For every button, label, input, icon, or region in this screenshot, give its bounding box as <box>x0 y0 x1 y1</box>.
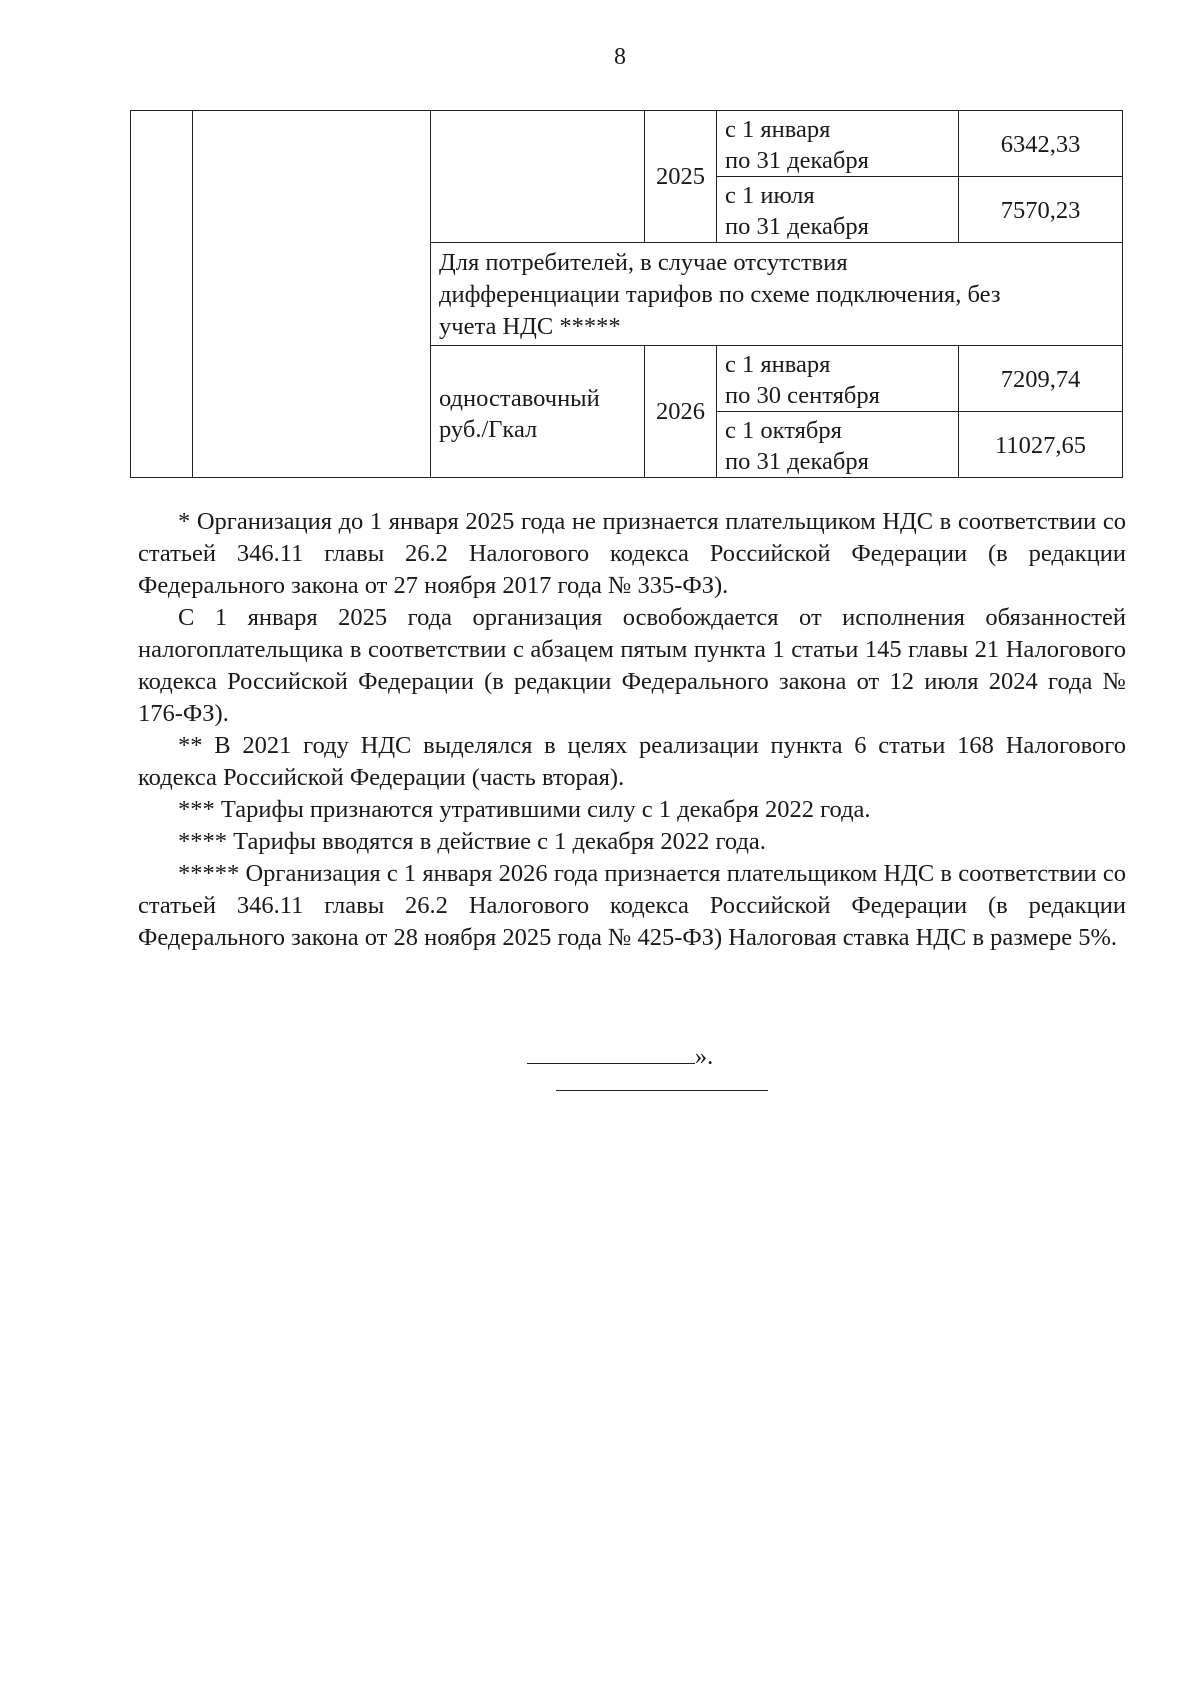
period-cell <box>717 111 959 177</box>
table-row <box>131 111 1123 177</box>
period-end: по 31 декабря <box>725 146 869 174</box>
tariff-value: 11027,65 <box>959 412 1123 478</box>
rate-type-cell <box>431 346 645 478</box>
period-start: с 1 января <box>725 115 831 143</box>
blank-line <box>527 1043 695 1064</box>
tariff-value: 7209,74 <box>959 346 1123 412</box>
organization-cell <box>193 111 431 478</box>
page-number: 8 <box>614 44 626 70</box>
consumer-note-line: Для потребителей, в случае отсутствия <box>439 249 848 276</box>
footnote: *** Тарифы признаются утратившими силу с 1 декабря 2022 года. <box>178 796 871 823</box>
tariff-value: 6342,33 <box>959 111 1123 177</box>
period-end: по 31 декабря <box>725 212 869 240</box>
period-cell <box>717 412 959 478</box>
tariff-value: 7570,23 <box>959 177 1123 243</box>
period-cell <box>717 177 959 243</box>
consumer-note-line: учета НДС ***** <box>439 313 621 340</box>
footnote: * Организация до 1 января 2025 года не признается плательщиком НДС в соответствии со статьей 346.11 главы 26.2 Налогового кодекса Российской Федерации (в редакции Федерального закона от 27 ноября 2017 года № 335-ФЗ). <box>138 508 1126 599</box>
footnote: С 1 января 2025 года организация освобождается от исполнения обязанностей налогоплательщика в соответствии с абзацем пятым пункта 1 статьи 145 главы 21 Налогового кодекса Российской Федерации (в редакции Федерального закона от 12 июля 2024 года № 176-ФЗ). <box>138 604 1126 727</box>
footnote: ** В 2021 году НДС выделялся в целях реализации пункта 6 статьи 168 Налогового кодекса Российской Федерации (часть вторая). <box>138 732 1126 791</box>
period-end: по 31 декабря <box>725 447 869 475</box>
year-cell-2025: 2025 <box>645 111 717 243</box>
consumer-note-cell <box>431 243 1123 346</box>
rate-type-label: одноставочный <box>439 384 600 412</box>
closing-quote: ». <box>694 1043 714 1070</box>
tariff-table <box>130 110 1123 478</box>
footnote: ***** Организация с 1 января 2026 года признается плательщиком НДС в соответствии со статьей 346.11 главы 26.2 Налогового кодекса Российской Федерации (в редакции Федерального закона от 28 ноября 2025 года № 425-ФЗ) Налоговая ставка НДС в размере 5%. <box>138 860 1126 951</box>
period-end: по 30 сентября <box>725 381 880 409</box>
consumer-note-line: дифференциации тарифов по схеме подключения, без <box>439 281 1001 308</box>
period-cell <box>717 346 959 412</box>
year-cell-2026: 2026 <box>645 346 717 478</box>
period-start: с 1 января <box>725 350 831 378</box>
period-start: с 1 июля <box>725 181 815 209</box>
rate-unit-label: руб./Гкал <box>439 415 538 443</box>
end-separator-line <box>556 1090 768 1091</box>
rate-type-cell-2025 <box>431 111 645 243</box>
closing-line <box>0 1043 1200 1071</box>
period-start: с 1 октября <box>725 416 842 444</box>
footnotes <box>138 506 1126 954</box>
row-number-cell <box>131 111 193 478</box>
footnote: **** Тарифы вводятся в действие с 1 декабря 2022 года. <box>178 828 766 855</box>
